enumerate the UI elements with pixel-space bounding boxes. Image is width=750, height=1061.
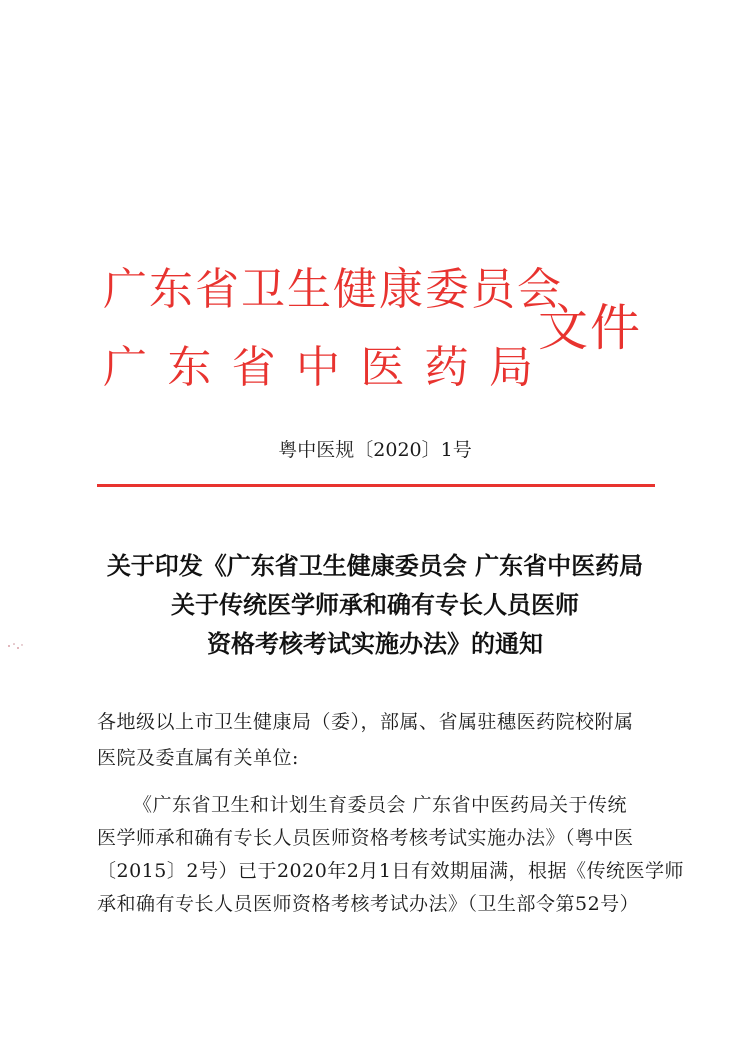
body-line: 《广东省卫生和计划生育委员会 广东省中医药局关于传统 — [133, 794, 628, 816]
red-divider — [97, 484, 655, 487]
document-word: 文件 — [538, 299, 642, 357]
issuer-line-2-char: 局 — [488, 342, 533, 393]
issuer-line-2 — [103, 340, 533, 396]
body-line: 医学师承和确有专长人员医师资格考核考试实施办法》（粤中医 — [97, 827, 634, 849]
issuer-line-2-char: 广 — [103, 342, 147, 393]
body-line: 承和确有专长人员医师资格考核考试办法》（卫生部令第52号） — [97, 893, 640, 915]
document-number: 粤中医规〔2020〕1号 — [278, 439, 472, 461]
addressee-line: 医院及委直属有关单位: — [97, 747, 299, 769]
notice-title-line: 关于印发《广东省卫生健康委员会 广东省中医药局 — [106, 552, 644, 580]
body-line: 〔2015〕2号）已于2020年2月1日有效期届满，根据《传统医学师 — [97, 860, 684, 882]
addressee-line: 各地级以上市卫生健康局（委），部属、省属驻穗医药院校附属 — [97, 711, 634, 733]
scan-speck — [6, 640, 26, 652]
issuer-line-2-char: 省 — [231, 342, 276, 393]
issuer-line-2-char: 东 — [167, 342, 212, 393]
issuer-line-2-char: 医 — [360, 342, 405, 393]
issuer-line-1: 广东省卫生健康委员会 — [103, 264, 563, 315]
notice-title-line: 资格考核考试实施办法》的通知 — [207, 630, 543, 658]
notice-title-line: 关于传统医学师承和确有专长人员医师 — [171, 591, 579, 619]
issuer-line-2-char: 药 — [424, 342, 469, 393]
notice-title — [0, 547, 750, 664]
issuer-line-2-char: 中 — [295, 342, 340, 393]
